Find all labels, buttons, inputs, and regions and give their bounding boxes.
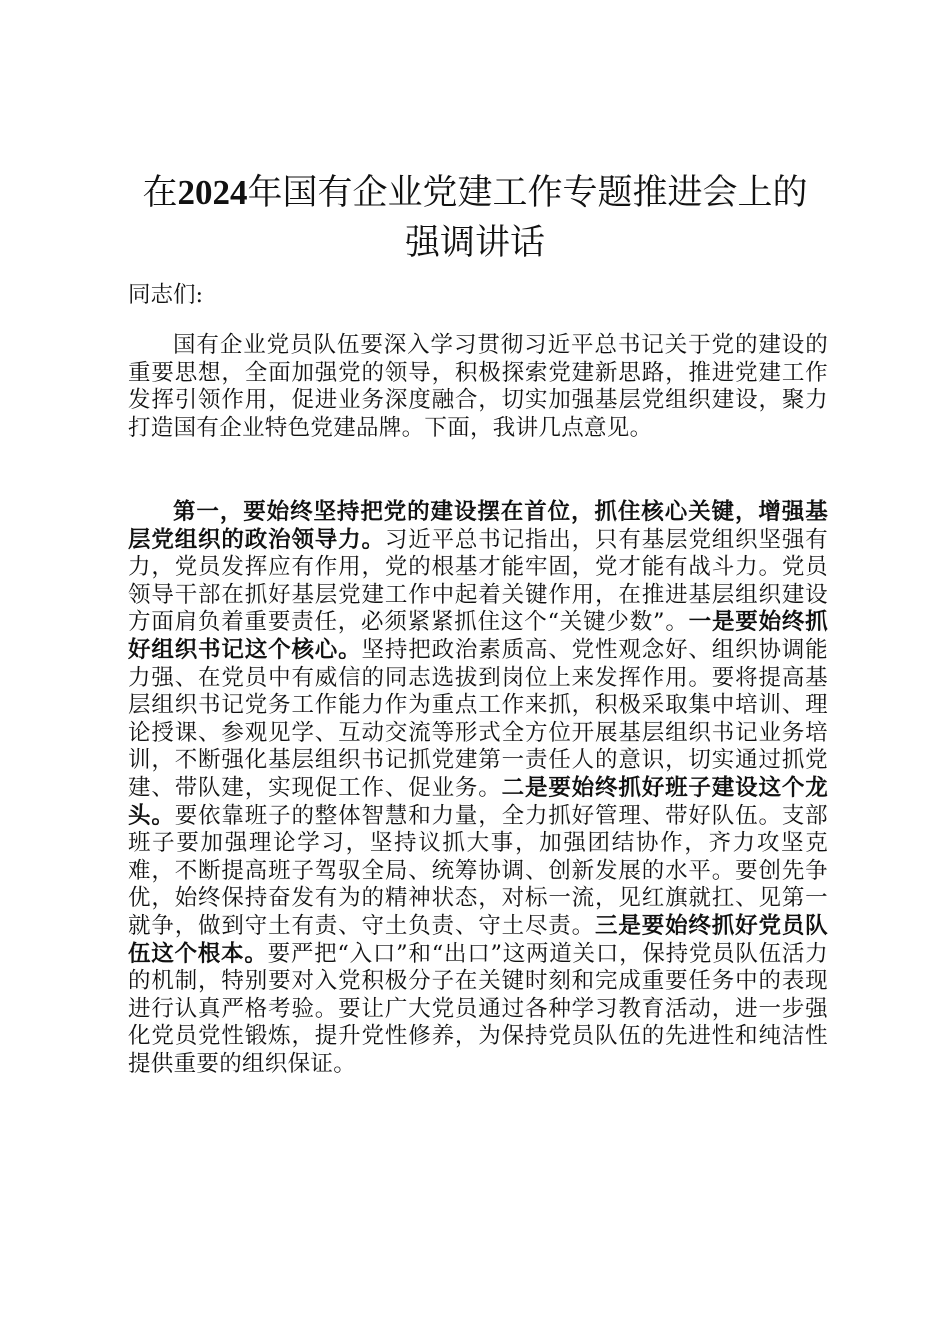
- title-line2: 强调讲话: [404, 223, 545, 263]
- point-one-text: 坚持把政治素质高、党性观念好、组织协调能力强、在党员中有威信的同志选拔到岗位上来发挥作用。要将提高基层组织书记党务工作能力作为重点工作来抓，积极采取集中培训、理论授课、参观见学、互动交流等形式全方位开展基层组织书记业务培训，不断强化基层组织书记抓党建第一责任人的意识，切实通过抓党建、带队建，实现促工作、促业务。: [128, 636, 828, 801]
- point-three-text: 要严把“入口”和“出口”这两道关口，保持党员队伍活力的机制，特别要对入党积极分子在关键时刻和完成重要任务中的表现进行认真严格考验。要让广大党员通过各种学习教育活动，进一步强化党员党性锻炼，提升党性修养，为保持党员队伍的先进性和纯洁性提供重要的组织保证。: [128, 940, 828, 1077]
- document-title: [110, 168, 840, 268]
- point-three-heading: 三是要始终抓好党员队伍这个根本。: [128, 912, 828, 967]
- section-one-paragraph: [128, 499, 828, 1078]
- point-two-heading: 二是要始终抓好班子建设这个龙头。: [128, 774, 828, 829]
- point-one-heading: 一是要始终抓好组织书记这个核心。: [128, 609, 828, 663]
- section-one-text: 习近平总书记指出，只有基层党组织坚强有力，党员发挥应有作用，党的根基才能牢固，党才能有战斗力。党员领导干部在抓好基层党建工作中起着关键作用，在推进基层组织建设方面肩负着重要责任，必须紧紧抓住这个“关键少数”。: [128, 526, 828, 636]
- title-line1-rest: 年国有企业党建工作专题推进会上的: [247, 173, 808, 213]
- title-year: 2024: [177, 173, 248, 212]
- point-two-text: 要依靠班子的整体智慧和力量，全力抓好管理、带好队伍。支部班子要加强理论学习，坚持议抓大事，加强团结协作，齐力攻坚克难，不断提高班子驾驭全局、统筹协调、创新发展的水平。要创先争优，始终保持奋发有为的精神状态，对标一流，见红旗就扛、见第一就争，做到守土有责、守土负责、守土尽责。: [128, 802, 828, 939]
- section-one-heading: 第一，要始终坚持把党的建设摆在首位，抓住核心关键，增强基层党组织的政治领导力。: [128, 499, 828, 553]
- title-prefix: 在: [142, 173, 178, 213]
- intro-paragraph: 国有企业党员队伍要深入学习贯彻习近平总书记关于党的建设的重要思想，全面加强党的领导，积极探索党建新思路，推进党建工作发挥引领作用，促进业务深度融合，切实加强基层党组织建设，聚力打造国有企业特色党建品牌。下面，我讲几点意见。: [128, 332, 828, 441]
- salutation: 同志们:: [128, 282, 204, 308]
